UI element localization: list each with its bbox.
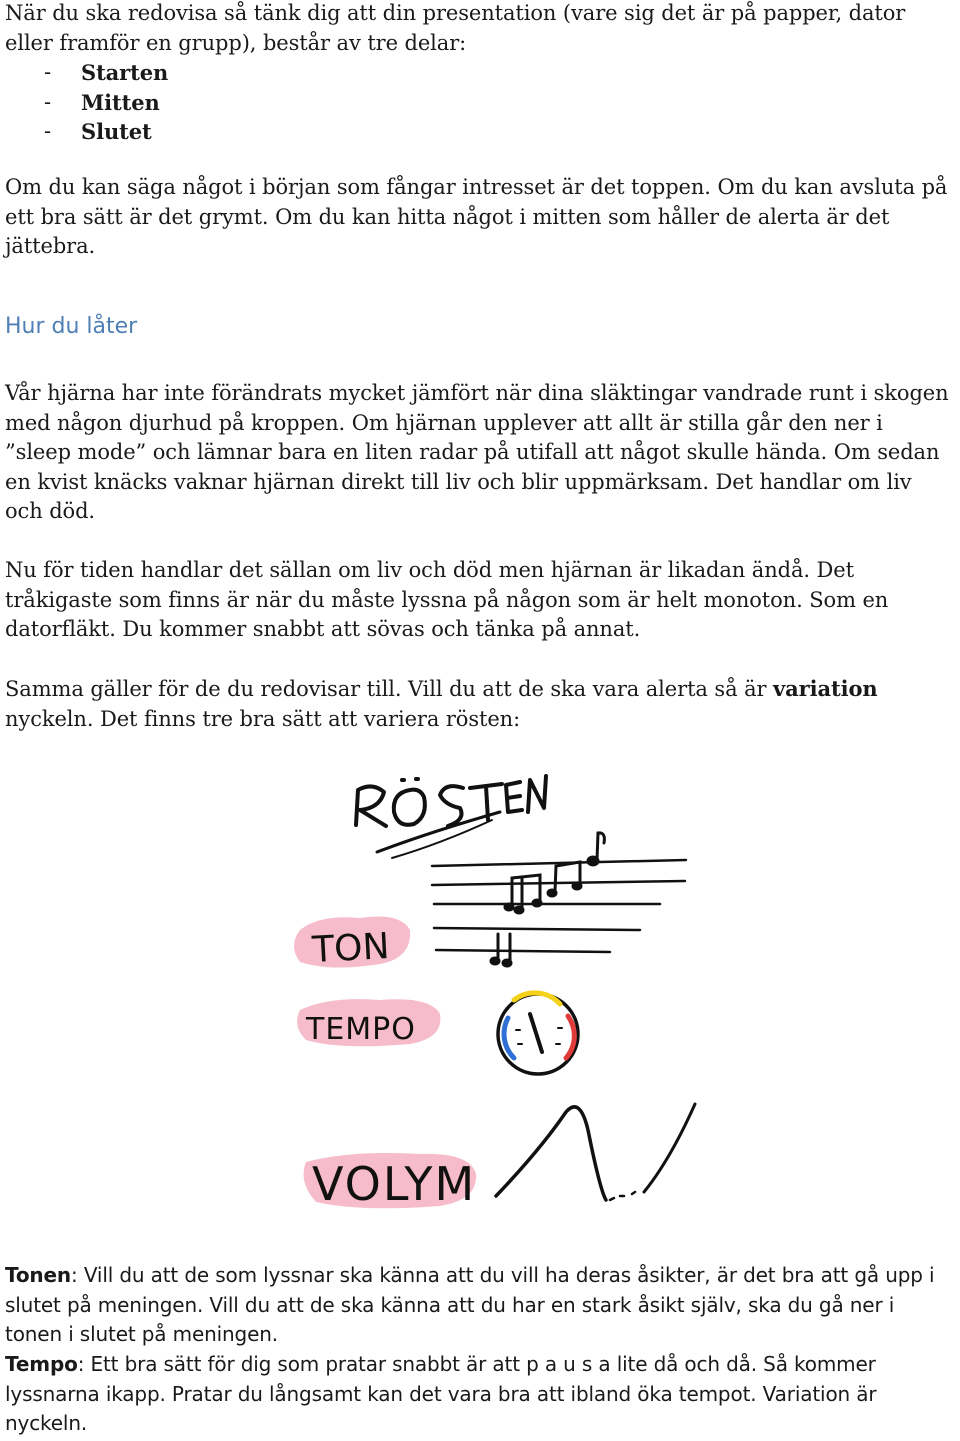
- tempo-tip-label: Tempo: [5, 1352, 78, 1376]
- summary-paragraph: Om du kan säga något i början som fångar intresset är det toppen. Om du kan avsluta på ett bra sätt är det grymt. Om du kan hitta något i mitten som håller de alerta är det jättebra.: [5, 175, 948, 258]
- variation-keyword: variation: [773, 676, 878, 701]
- tempo-tip-text: : Ett bra sätt för dig som pratar snabbt är att p a u s a lite då och då. Så kommer lyssnarna ikapp. Pratar du långsamt kan det vara bra att ibland öka tempot. Variation är nyckeln.: [5, 1352, 877, 1436]
- tone-label: TON: [311, 925, 391, 971]
- rosten-title-drawing: [356, 776, 546, 858]
- part-label: Starten: [81, 60, 169, 85]
- dash-marker: -: [44, 119, 51, 143]
- brain-paragraph: Vår hjärna har inte förändrats mycket jämfört när dina släktingar vandrade runt i skogen med någon djurhud på kroppen. Om hjärnan upplever att allt är stilla går den ner i ”sleep mode” och lämnar bara en liten radar på utifall att något skulle hända. Om sedan en kvist knäcks vaknar hjärnan direkt till liv och blir uppmärksam. Det handlar om liv och död.: [5, 381, 949, 523]
- volume-label: VOLYM: [312, 1157, 477, 1211]
- volume-wave-drawing: [496, 1104, 695, 1200]
- section-heading: Hur du låter: [5, 314, 138, 339]
- music-staff-drawing: [432, 860, 686, 952]
- dash-marker: -: [44, 60, 51, 84]
- tempo-gauge-drawing: [498, 993, 578, 1074]
- variation-text-start: Samma gäller för de du redovisar till. Vill du att de ska vara alerta så är: [5, 677, 774, 701]
- dash-marker: -: [44, 89, 51, 114]
- tone-tip: [5, 1261, 954, 1350]
- part-label: Mitten: [81, 89, 160, 115]
- tone-tip-label: Tonen: [5, 1263, 72, 1287]
- tempo-tip: [5, 1350, 954, 1439]
- music-notes-drawing: [491, 833, 604, 966]
- monotone-paragraph: Nu för tiden handlar det sällan om liv och död men hjärnan är likadan ändå. Det tråkigaste som finns är när du måste lyssna på någon som är helt monoton. Som en datorfläkt. Du kommer snabbt att sövas och tänka på annat.: [5, 558, 889, 641]
- tempo-label: TEMPO: [306, 1012, 416, 1047]
- part-label: Slutet: [81, 119, 152, 144]
- tone-tip-text: : Vill du att de som lyssnar ska känna att du vill ha deras åsikter, är det bra att gå upp i slutet på meningen. Vill du att de ska känna att du har en stark åsikt själv, ska du gå ner i tonen i slutet på meningen.: [5, 1263, 935, 1347]
- variation-text-end: nyckeln. Det finns tre bra sätt att variera rösten:: [5, 706, 521, 731]
- intro-paragraph: När du ska redovisa så tänk dig att din presentation (vare sig det är på papper, dator eller framför en grupp), består av tre delar:: [5, 1, 906, 55]
